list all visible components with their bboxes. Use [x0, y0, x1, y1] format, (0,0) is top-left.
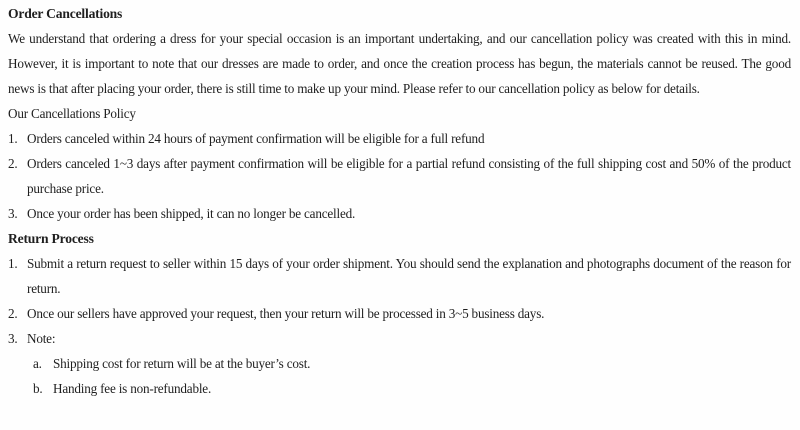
item-text: Orders canceled 1~3 days after payment confirmation will be eligible for a partial refund consisting of the full shipping cost and 50% of the product purchase price. — [27, 156, 791, 196]
returns-list-item-1 — [8, 251, 791, 301]
subitem-letter: a. — [33, 356, 42, 371]
item-number: 3. — [8, 206, 18, 221]
cancellations-policy-title: Our Cancellations Policy — [8, 106, 136, 121]
returns-list — [8, 251, 791, 401]
item-number: 2. — [8, 306, 18, 321]
subitem-text: Shipping cost for return will be at the buyer’s cost. — [53, 356, 311, 371]
item-number: 3. — [8, 331, 18, 346]
returns-list-item-3 — [8, 326, 791, 351]
cancellations-list-item-1 — [8, 126, 791, 151]
cancellations-intro-paragraph: We understand that ordering a dress for your special occasion is an important undertaking, and our cancellation policy was created with this in mind. However, it is important to note that our dresses are made to order, and once the creation process has begun, the materials cannot be reused. The good news is that after placing your order, there is still time to make up your mind. Please refer to our cancellation policy as below for details. — [8, 31, 791, 96]
item-text: Note: — [27, 331, 56, 346]
returns-note-sublist — [33, 351, 791, 401]
item-text: Orders canceled within 24 hours of payment confirmation will be eligible for a full refund — [27, 131, 485, 146]
item-text: Submit a return request to seller within 15 days of your order shipment. You should send the explanation and photographs document of the reason for return. — [27, 256, 791, 296]
item-text: Once our sellers have approved your request, then your return will be processed in 3~5 business days. — [27, 306, 545, 321]
subitem-text: Handing fee is non-refundable. — [53, 381, 212, 396]
item-text: Once your order has been shipped, it can no longer be cancelled. — [27, 206, 356, 221]
cancellations-list-item-2 — [8, 151, 791, 201]
returns-heading: Return Process — [8, 231, 94, 246]
item-number: 1. — [8, 131, 18, 146]
subitem-letter: b. — [33, 381, 43, 396]
item-number: 1. — [8, 256, 18, 271]
returns-note-item-b — [33, 376, 791, 401]
cancellations-heading: Order Cancellations — [8, 6, 123, 21]
cancellations-list — [8, 126, 791, 226]
returns-list-item-2 — [8, 301, 791, 326]
returns-note-item-a — [33, 351, 791, 376]
cancellations-list-item-3 — [8, 201, 791, 226]
item-number: 2. — [8, 156, 18, 171]
